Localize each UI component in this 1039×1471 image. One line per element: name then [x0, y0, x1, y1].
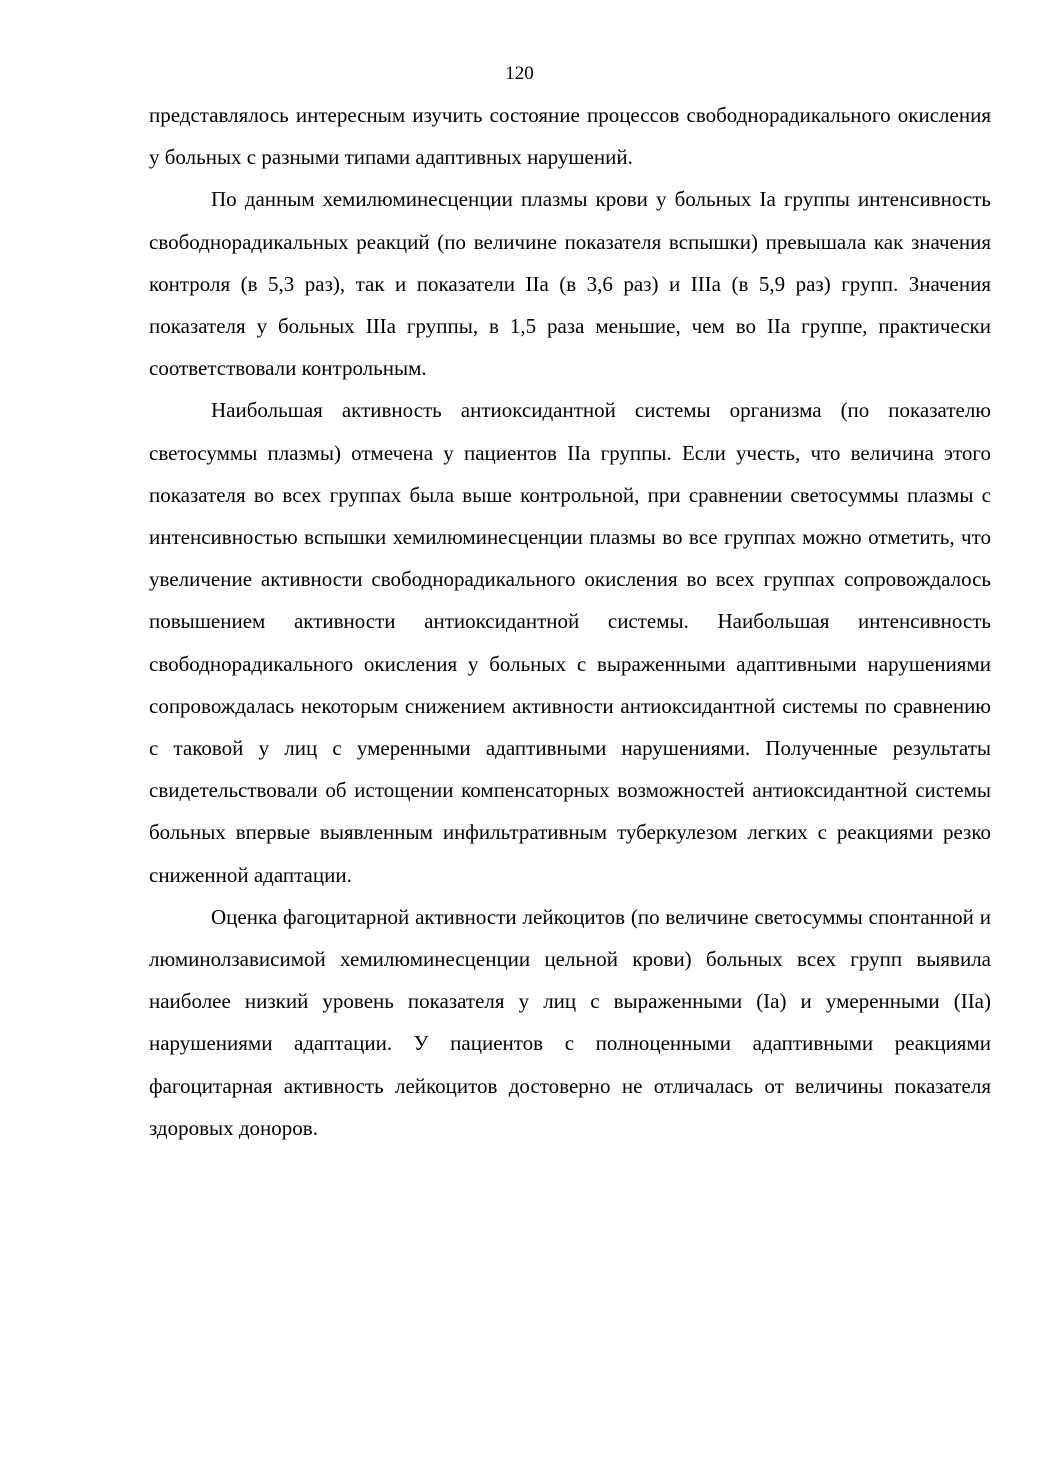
- paragraph-phagocytic-activity: Оценка фагоцитарной активности лейкоцитов (по величине светосуммы спонтанной и люминолзависимой хемилюминесценции цельной крови) больных всех групп выявила наиболее низкий уровень показателя у лиц с выраженными (Ia) и умеренными (IIa) нарушениями адаптации. У пациентов с полноценными адаптивными реакциями фагоцитарная активность лейкоцитов достоверно не отличалась от величины показателя здоровых доноров.: [149, 904, 991, 1140]
- paragraph-chemiluminescence: По данным хемилюминесценции плазмы крови у больных Ia группы интенсивность свободнорадикальных реакций (по величине показателя вспышки) превышала как значения контроля (в 5,3 раз), так и показатели IIa (в 3,6 раз) и IIIa (в 5,9 раз) групп. Значения показателя у больных IIIa группы, в 1,5 раза меньшие, чем во IIa группе, практически соответствовали контрольным.: [149, 187, 991, 381]
- paragraph-antioxidant-system: Наибольшая активность антиоксидантной системы организма (по показателю светосуммы плазмы) отмечена у пациентов IIa группы. Если учесть, что величина этого показателя во всех группах была выше контрольной, при сравнении светосуммы плазмы с интенсивностью вспышки хемилюминесценции плазмы во все группах можно отметить, что увеличение активности свободнорадикального окисления во всех группах сопровождалось повышением активности антиоксидантной системы. Наибольшая интенсивность свободнорадикального окисления у больных с выраженными адаптивными нарушениями сопровождалась некоторым снижением активности антиоксидантной системы по сравнению с таковой у лиц с умеренными адаптивными нарушениями. Полученные результаты свидетельствовали об истощении компенсаторных возможностей антиоксидантной системы больных впервые выявленным инфильтративным туберкулезом легких с реакциями резко сниженной адаптации.: [149, 398, 991, 887]
- page-number: 120: [505, 63, 534, 84]
- paragraph-continuation: представлялось интересным изучить состояние процессов свободнорадикального окисления у больных с разными типами адаптивных нарушений.: [149, 103, 991, 170]
- document-body: [149, 94, 991, 1149]
